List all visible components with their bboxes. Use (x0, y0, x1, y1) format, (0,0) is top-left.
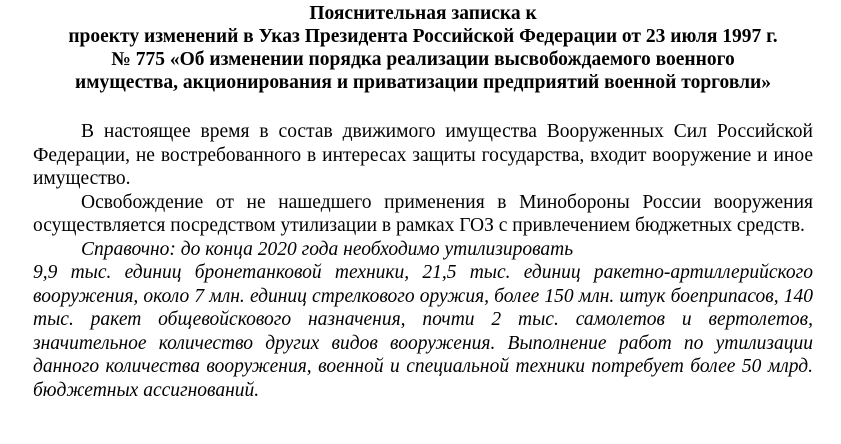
reference-note-body: 9,9 тыс. единиц бронетанковой техники, 21,5 тыс. единиц ракетно-артиллерийского вооружения, около 7 млн. единиц стрелкового оружия, более 150 млн. штук боеприпасов, 140 тыс. ракет общевойскового назначения, почти 2 тыс. самолетов и вертолетов, значительное количество других видов вооружения. Выполнение работ по утилизации данного количества вооружения, военной и специальной техники потребует более 50 млрд. бюджетных ассигнований. (33, 262, 813, 401)
title-line-2: проекту изменений в Указ Президента Российской Федерации от 23 июля 1997 г. (68, 26, 778, 47)
document-title (33, 0, 813, 94)
title-line-1: Пояснительная записка к (309, 3, 537, 24)
paragraph-current-state: В настоящее время в состав движимого имущества Вооруженных Сил Российской Федерации, не востребованного в интересах защиты государства, входит вооружение и иное имущество. (33, 121, 813, 189)
title-line-3: № 775 «Об изменении порядка реализации высвобождаемого военного (111, 49, 735, 70)
document-body (33, 120, 813, 402)
paragraph-disposal: Освобождение от не нашедшего применения в Минобороны России вооружения осуществляется посредством утилизации в рамках ГОЗ с привлечением бюджетных средств. (33, 191, 813, 236)
title-line-4: имущества, акционирования и приватизации предприятий военной торговли» (74, 72, 772, 93)
reference-note-heading: Справочно: до конца 2020 года необходимо утилизировать (81, 238, 574, 260)
